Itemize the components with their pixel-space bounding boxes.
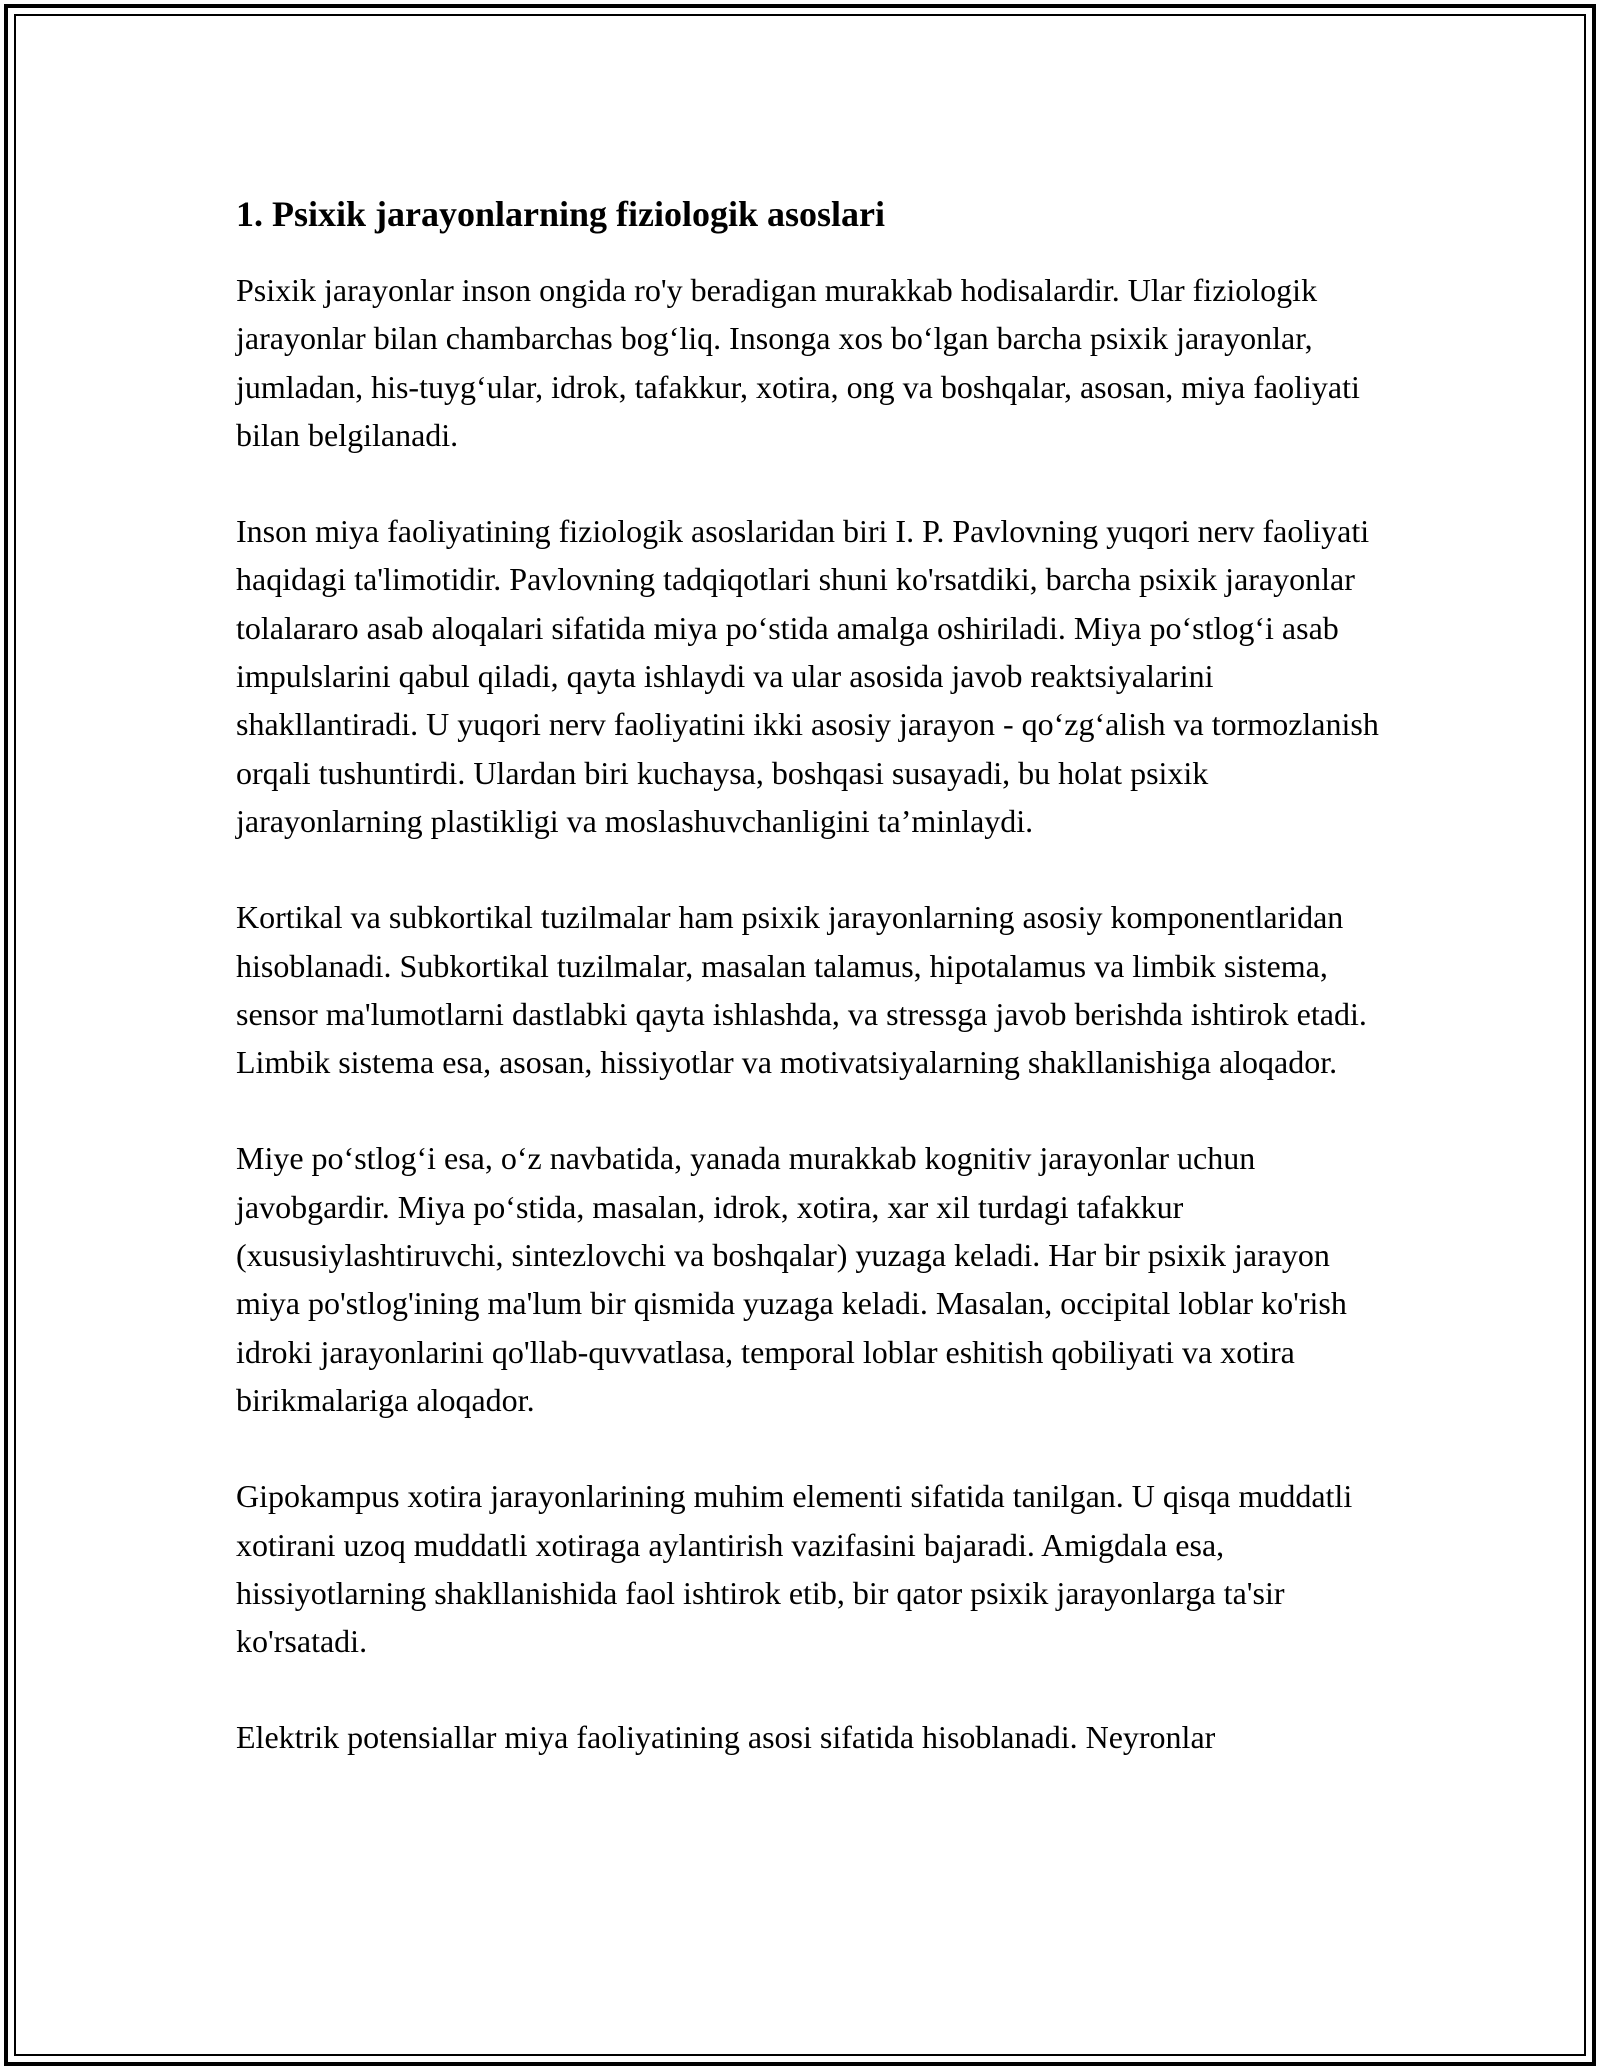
paragraph-3: Kortikal va subkortikal tuzilmalar ham psixik jarayonlarning asosiy komponentlaridan hisoblanadi. Subkortikal tuzilmalar, masalan talamus, hipotalamus va limbik sistema, sensor ma'lumotlarni dastlabki qayta ishlashda, va stressga javob berishda ishtirok etadi. Limbik sistema esa, asosan, hissiyotlar va motivatsiyalarning shakllanishiga aloqador. bbox=[236, 899, 1367, 1081]
paragraph-1: Psixik jarayonlar inson ongida ro'y beradigan murakkab hodisalardir. Ular fiziologik jarayonlar bilan chambarchas bog‘liq. Insonga xos bo‘lgan barcha psixik jarayonlar, jumladan, his-tuyg‘ular, idrok, tafakkur, xotira, ong va boshqalar, asosan, miya faoliyati bilan belgilanadi. bbox=[236, 272, 1360, 453]
section-heading: 1. Psixik jarayonlarning fiziologik asoslari bbox=[236, 194, 886, 234]
paragraph-2: Inson miya faoliyatining fiziologik asoslaridan biri I. P. Pavlovning yuqori nerv faoliyati haqidagi ta'limotidir. Pavlovning tadqiqotlari shuni ko'rsatdiki, barcha psixik jarayonlar tolalararo asab aloqalari sifatida miya po‘stida amalga oshiriladi. Miya po‘stlog‘i asab impulslarini qabul qiladi, qayta ishlaydi va ular asosida javob reaktsiyalarini shakllantiradi. U yuqori nerv faoliyatini ikki asosiy jarayon - qo‘zg‘alish va tormozlanish orqali tushuntirdi. Ulardan biri kuchaysa, boshqasi susayadi, bu holat psixik jarayonlarning plastikligi va moslashuvchanligini ta’minlaydi. bbox=[236, 513, 1379, 839]
document-body bbox=[236, 186, 1396, 1810]
paragraph-6: Elektrik potensiallar miya faoliyatining asosi sifatida hisoblanadi. Neyronlar bbox=[236, 1719, 1216, 1756]
paragraph-4: Miye po‘stlog‘i esa, o‘z navbatida, yanada murakkab kognitiv jarayonlar uchun javobgardir. Miya po‘stida, masalan, idrok, xotira, xar xil turdagi tafakkur (xususiylashtiruvchi, sintezlovchi va boshqalar) yuzaga keladi. Har bir psixik jarayon miya po'stlog'ining ma'lum bir qismida yuzaga keladi. Masalan, occipital loblar ko'rish idroki jarayonlarini qo'llab-quvvatlasa, temporal loblar eshitish qobiliyati va xotira birikmalariga aloqador. bbox=[236, 1140, 1347, 1418]
paragraph-5: Gipokampus xotira jarayonlarining muhim elementi sifatida tanilgan. U qisqa muddatli xotirani uzoq muddatli xotiraga aylantirish vazifasini bajaradi. Amigdala esa, hissiyotlarning shakllanishida faol ishtirok etib, bir qator psixik jarayonlarga ta'sir ko'rsatadi. bbox=[236, 1478, 1353, 1660]
